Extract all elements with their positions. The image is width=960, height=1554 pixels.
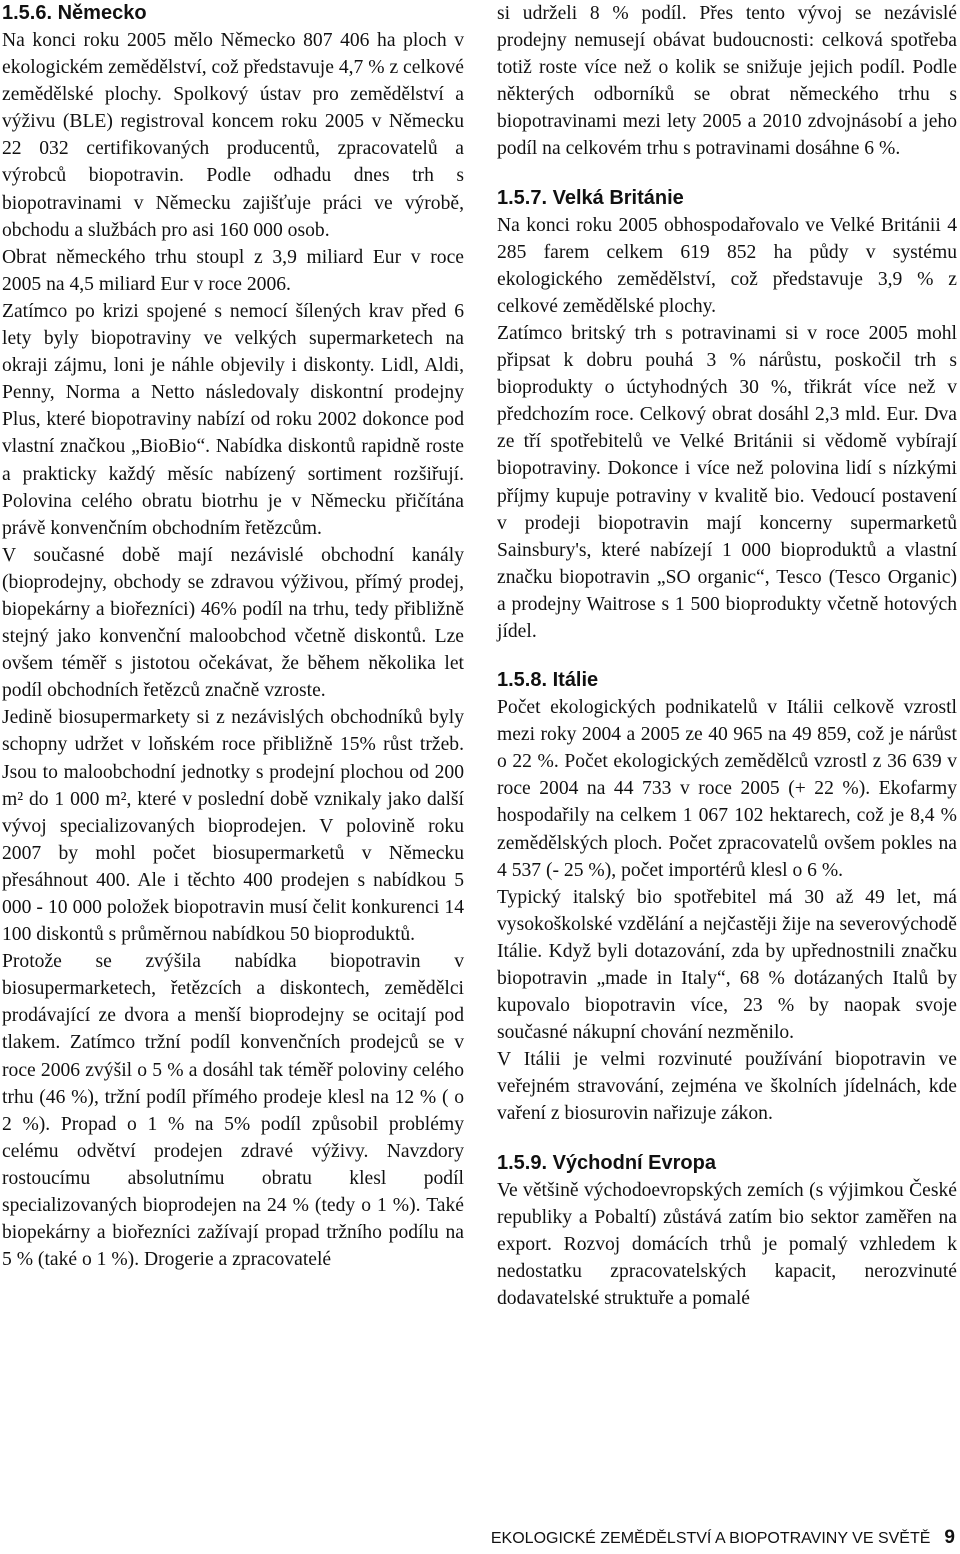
paragraph: Zatímco po krizi spojené s nemocí šílených krav před 6 lety byly biopotraviny ve velkých supermarketech na okraji zájmu, loni je náhle objevily i diskonty. Lidl, Aldi, Penny, Norma a Netto následovaly diskontní prodejny Plus, které biopotraviny nabízí od roku 2002 dokonce pod vlastní značkou „BioBio“. Nabídka diskontů rapidně roste a prakticky každý měsíc nabízený sortiment rozšiřují. Polovina celého obratu biotrhu je v Německu přičítána právě konvenčním obchodním řetězcům.	[2, 300, 464, 539]
right-column	[497, 0, 957, 1312]
section-spacer	[497, 163, 957, 185]
page-footer	[0, 1527, 955, 1550]
left-column	[2, 0, 464, 1273]
section-spacer	[497, 645, 957, 667]
section-spacer	[497, 1128, 957, 1150]
paragraph-continuation: si udrželi 8 % podíl. Přes tento vývoj se nezávislé prodejny nemusejí obávat budoucnosti: celková spotřeba totiž roste více než o kolik se snižuje jejich podíl. Podle některých odborníků se obrat německého trhu s biopotravinami mezi lety 2005 a 2010 zdvojnásobí a jeho podíl na celkovém trhu s potravinami dosáhne 6 %.	[497, 3, 957, 160]
paragraph: V Itálii je velmi rozvinuté používání biopotravin ve veřejném stravování, zejména ve školních jídelnách, kde vaření z biosurovin nařizuje zákon.	[497, 1049, 957, 1125]
paragraph: Ve většině východoevropských zemích (s výjimkou České republiky a Pobaltí) zůstává zatím bio sektor zaměřen na export. Rozvoj domácích trhů je pomalý vzhledem k nedostatku zpracovatelských kapacit, nerozvinuté dodavatelské struktuře a pomalé	[497, 1179, 957, 1309]
paragraph: Typický italský bio spotřebitel má 30 až 49 let, má vysokoškolské vzdělání a nejčastěji žije na severovýchodě Itálie. Když byli dotazování, zda by upřednostnili značku biopotravin „made in Italy“, 68 % dotázaných Italů by kupovalo biopotravin více, 23 % by naopak svoje současné nákupní chování nezměnilo.	[497, 886, 957, 1044]
section-heading-germany: 1.5.6. Německo	[2, 2, 147, 24]
paragraph: Protože se zvýšila nabídka biopotravin v biosupermarketech, řetězcích a diskontech, zemědělci prodávající ze dvora a menší bioprodejny se ocitají pod tlakem. Zatímco tržní podíl konvenčních prodejců se v roce 2006 zvýšil o 5 % a dosáhl tak téměř poloviny celého trhu (46 %), tržní podíl přímého prodeje klesl na 12 % ( o 2 %). Propad o 1 % na 5% podíl způsobil problémy celému odvětví prodejen zdravé výživy. Navzdory rostoucímu absolutnímu obratu klesl podíl specializovaných bioprodejen na 24 % (tedy o 1 %). Také biopekárny a biořezníci zažívají propad tržního podílu na 5 % (také o 1 %). Drogerie a zpracovatelé	[2, 951, 464, 1271]
paragraph: V současné době mají nezávislé obchodní kanály (bioprodejny, obchody se zdravou výživou, přímý prodej, biopekárny a biořezníci) 46% podíl na trhu, tedy přibližně stejný jako konvenční maloobchod včetně diskontů. Lze ovšem téměř s jistotou očekávat, že během několika let podíl obchodních řetězců značně vzroste.	[2, 544, 464, 702]
section-heading-eastern-europe: 1.5.9. Východní Evropa	[497, 1151, 716, 1174]
page-number: 9	[944, 1527, 955, 1548]
section-heading-italy: 1.5.8. Itálie	[497, 669, 599, 692]
paragraph: Zatímco britský trh s potravinami si v roce 2005 mohl připsat k dobru pouhá 3 % nárůstu, poskočil trh s bioprodukty o úctyhodných 30 %, třikrát více než v předchozím roce. Celkový obrat dosáhl 2,3 mld. Eur. Dva ze tří spotřebitelů ve Velké Británii si vědomě vybírají biopotraviny. Dokonce i více než polovina lidí s nízkými příjmy kupuje potraviny v kvalitě bio. Vedoucí postavení v prodeji biopotravin mají koncerny supermarketů Sainsbury's, které nabízejí 1 000 bioproduktů a vlastní značku biopotravin „SO organic“, Tesco (Tesco Organic) a prodejny Waitrose s 1 500 bioprodukty včetně hotových jídel.	[497, 322, 957, 642]
paragraph: Počet ekologických podnikatelů v Itálii celkově vzrostl mezi roky 2004 a 2005 ze 40 965 na 49 859, což je nárůst o 22 %. Počet ekologických zemědělců vzrostl z 36 639 v roce 2004 na 44 733 v roce 2005 (+ 22 %). Ekofarmy hospodařily na celkem 1 067 102 hektarech, což je 8,4 % zemědělských ploch. Počet zpracovatelů ovšem pokles na 4 537 (- 25 %), počet importérů klesl o 6 %.	[497, 697, 957, 881]
paragraph: Na konci roku 2005 obhospodařovalo ve Velké Británii 4 285 farem celkem 619 852 ha půdy v systému ekologického zemědělství, což představuje 3,9 % z celkové zemědělské plochy.	[497, 214, 957, 317]
footer-title: EKOLOGICKÉ ZEMĚDĚLSTVÍ A BIOPOTRAVINY VE SVĚTĚ	[490, 1530, 931, 1547]
section-heading-uk: 1.5.7. Velká Británie	[497, 186, 684, 209]
paragraph: Jedině biosupermarkety si z nezávislých obchodníků byly schopny udržet v loňském roce přibližně 15% růst tržeb. Jsou to maloobchodní jednotky s prodejní plochou od 200 m² do 1 000 m², které v poslední době vznikaly jako další vývoj specializovaných bioprodejen. V polovině roku 2007 by mohl počet biosupermarketů v Německu přesáhnout 400. Ale i těchto 400 prodejen s nabídkou 5 000 - 10 000 položek biopotravin musí čelit konkurenci 14 100 diskontů s průměrnou nabídkou 50 bioproduktů.	[2, 707, 464, 946]
paragraph: Obrat německého trhu stoupl z 3,9 miliard Eur v roce 2005 na 4,5 miliard Eur v roce 2006.	[2, 246, 464, 295]
paragraph: Na konci roku 2005 mělo Německo 807 406 ha ploch v ekologickém zemědělství, což představuje 4,7 % z celkové zemědělské plochy. Spolkový ústav pro zemědělství a výživu (BLE) registroval koncem roku 2005 v Německu 22 032 certifikovaných producentů, zpracovatelů a výrobců biopotravin. Podle odhadu dnes trh s biopotravinami v Německu zajišťuje práci ve výrobě, obchodu a službách pro asi 160 000 osob.	[2, 30, 464, 241]
